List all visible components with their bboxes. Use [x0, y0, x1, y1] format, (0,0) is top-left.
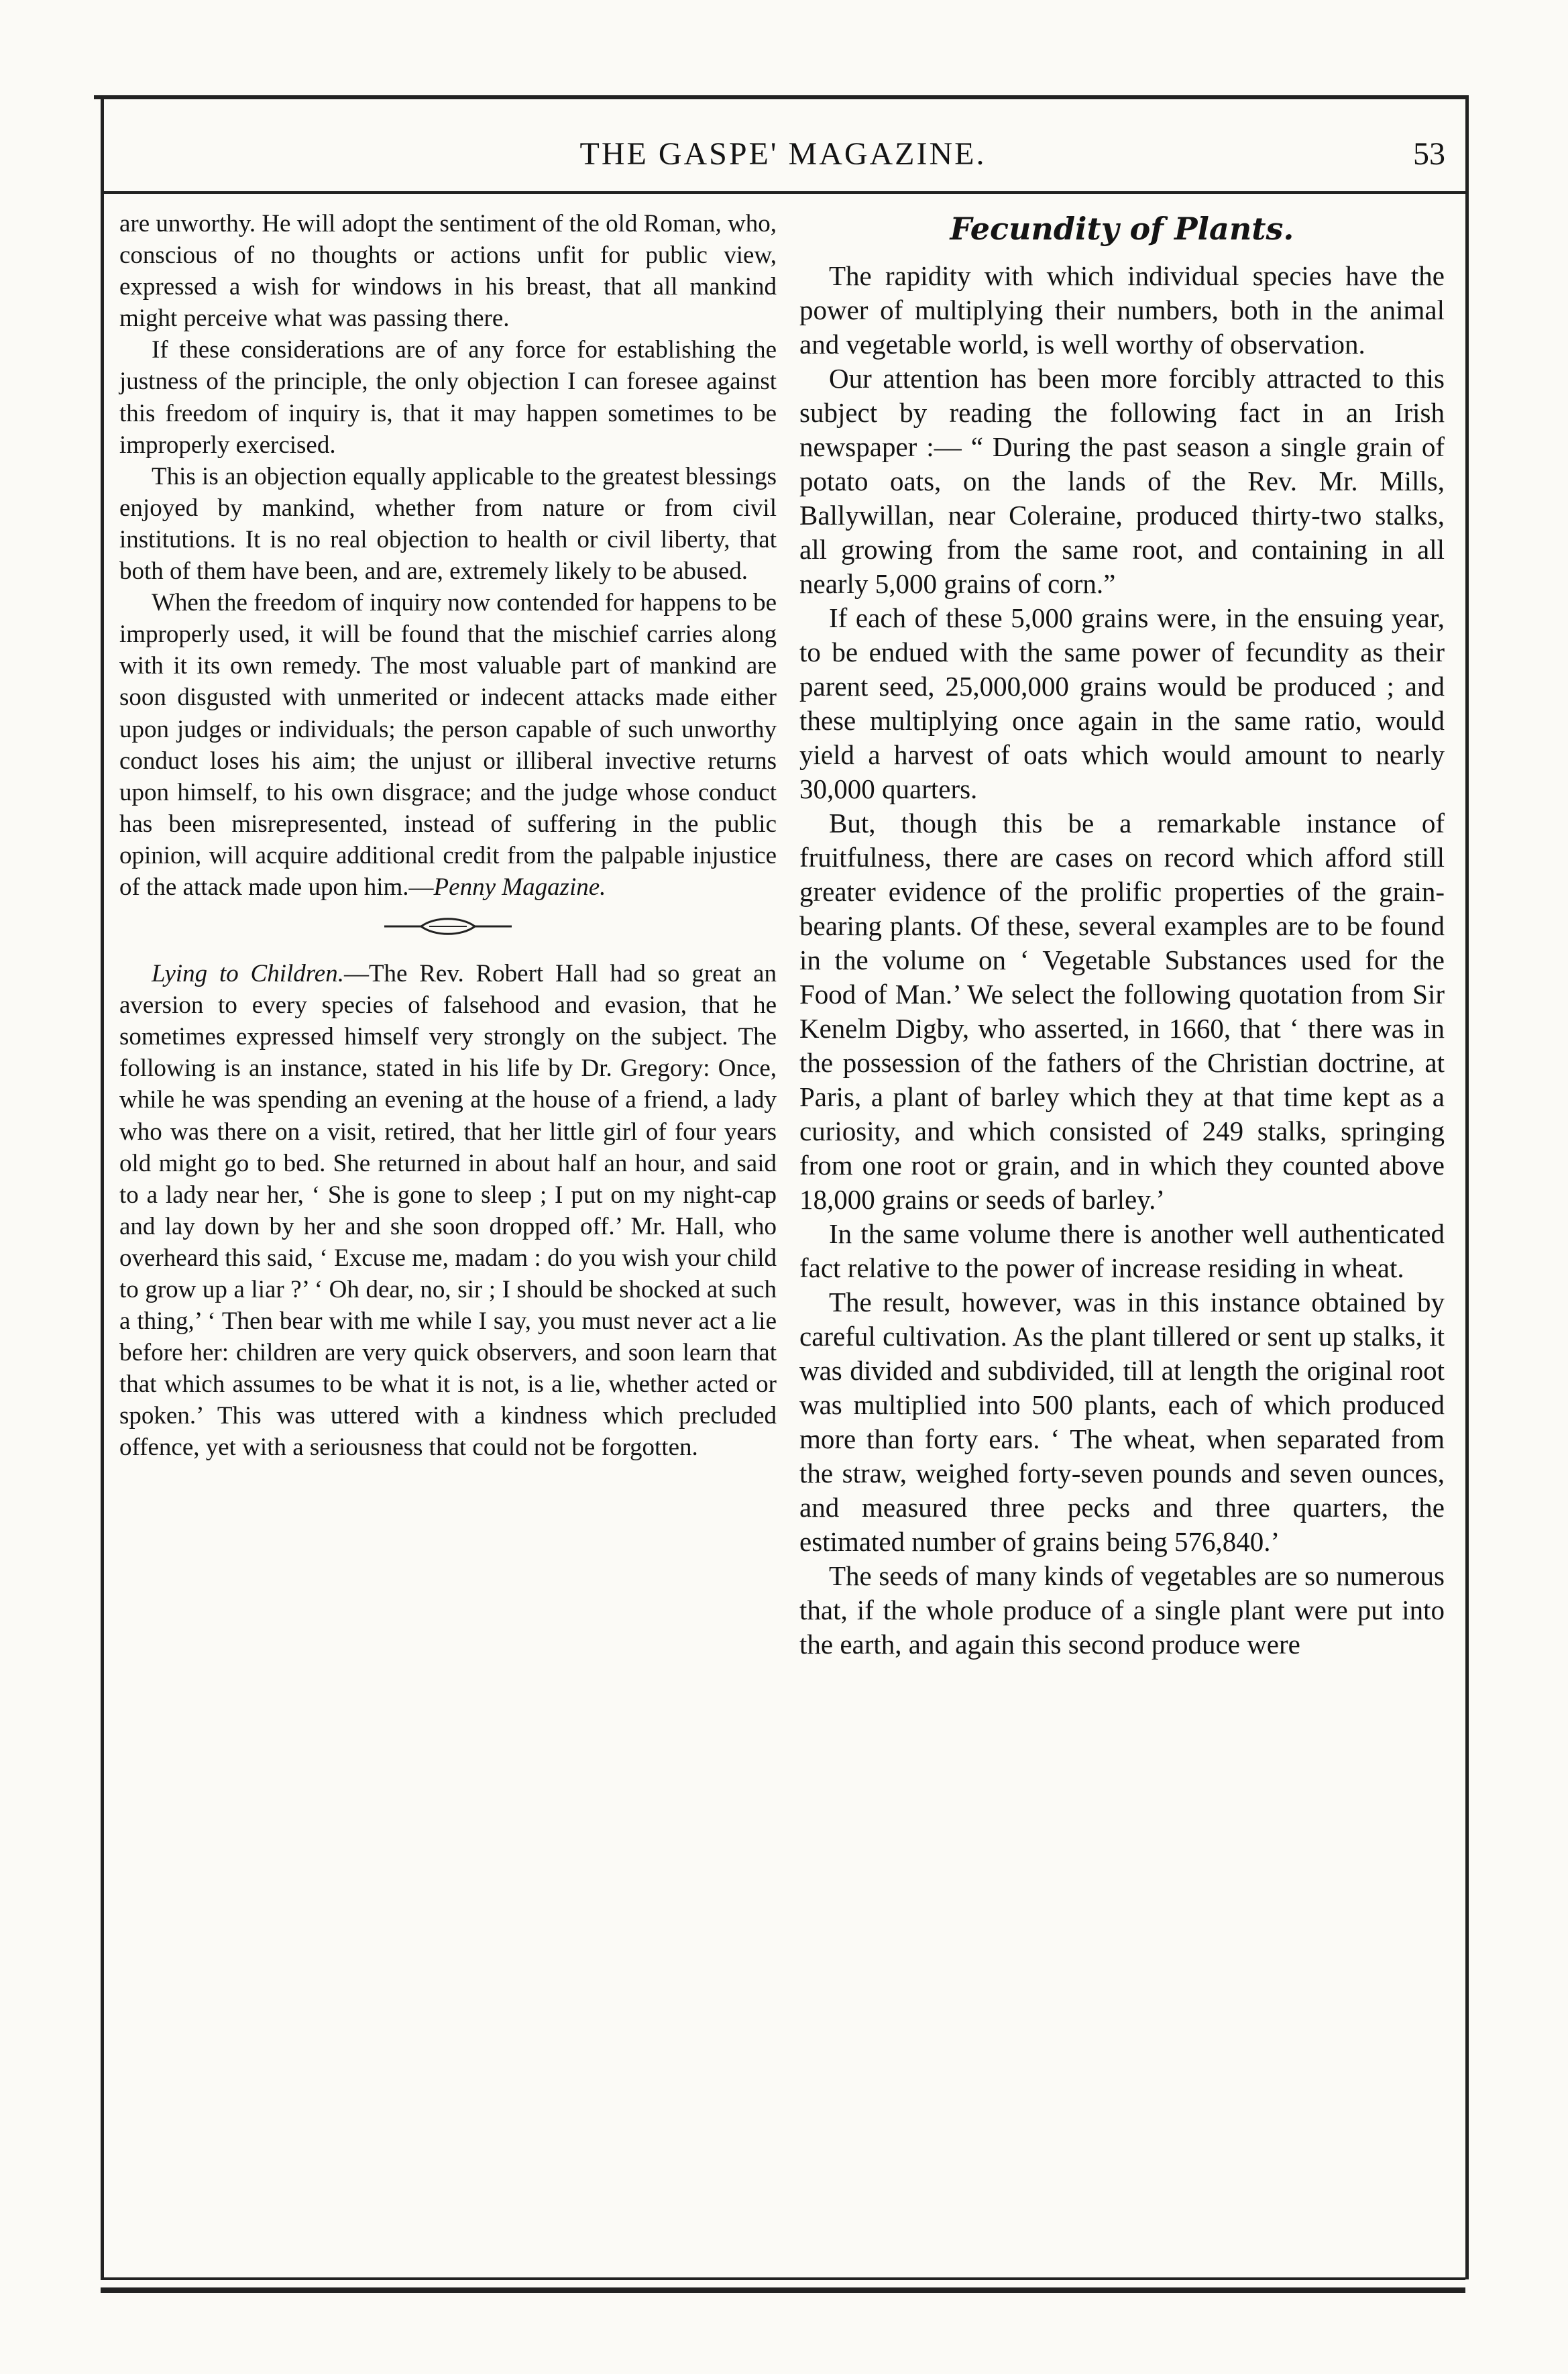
right-paragraph-4: But, though this be a remarkable instance of fruitfulness, there are cases on record which afford still greater evidence of the prolific properties of the grain-bearing plants. Of these, several examples are to be found in the volume on ‘ Vegetable Substances used for the Food of Man.’ We select the following quotation from Sir Kenelm Digby, who asserted, in 1660, that ‘ there was in the possession of the fathers of the Christian doctrine, at Paris, a plant of barley which they at that time kept as a curiosity, and which consisted of 249 stalks, springing from one root or grain, and in which they counted above 18,000 grains or seeds of barley.’: [799, 808, 1445, 1215]
left-paragraph-2: If these considerations are of any force for establishing the justness of the principle, the only objection I can foresee against this freedom of inquiry is, that it may happen sometimes to be improperly exercised.: [119, 336, 777, 459]
left-paragraph-4-text: When the freedom of inquiry now contended for happens to be improperly used, it will be found that the mischief carries along with it its own remedy. The most valuable part of mankind are soon disgusted with unmerited or indecent attacks made either upon judges or individuals; the person capable of such unworthy conduct loses his aim; the unjust or illiberal invective returns upon himself, to his own disgrace; and the judge whose conduct has been misrepresented, instead of suffering in the public opinion, will acquire additional credit from the palpable injustice of the attack made upon him.—: [119, 589, 777, 901]
left-column: [119, 208, 777, 1464]
right-paragraph-2: Our attention has been more forcibly attracted to this subject by reading the following fact in an Irish newspaper :— “ During the past season a single grain of potato oats, on the lands of the Rev. Mr. Mills, Ballywillan, near Coleraine, produced thirty-two stalks, all growing from the same root, and containing in all nearly 5,000 grains of corn.”: [799, 363, 1445, 599]
left-paragraph-1: are unworthy. He will adopt the sentiment of the old Roman, who, conscious of no thoughts or actions unfit for public view, expressed a wish for windows in his breast, that all mankind might perceive what was passing there.: [119, 210, 777, 333]
source-credit: Penny Magazine.: [433, 873, 606, 901]
section-title-fecundity: Fecundity of Plants.: [950, 211, 1294, 247]
page-number: 53: [1413, 136, 1445, 172]
running-head: [101, 129, 1465, 182]
bottom-rule: [101, 2277, 1465, 2280]
right-paragraph-3: If each of these 5,000 grains were, in the ensuing year, to be endued with the same power of fecundity as their parent seed, 25,000,000 grains would be produced ; and these multiplying once again in the same ratio, would yield a harvest of oats which would amount to nearly 30,000 quarters.: [799, 602, 1445, 804]
lying-to-children-text: —The Rev. Robert Hall had so great an aversion to every species of falsehood and evasion, that he sometimes expressed himself very strongly on the subject. The following is an instance, stated in his life by Dr. Gregory: Once, while he was spending an evening at the house of a friend, a lady who was there on a visit, retired, that her little girl of four years old might go to bed. She returned in about half an hour, and said to a lady near her, ‘ She is gone to sleep ; I put on my night-cap and lay down by her and she soon dropped off.’ Mr. Hall, who overheard this said, ‘ Excuse me, madam : do you wish your child to grow up a liar ?’ ‘ Oh dear, no, sir ; I should be shocked at such a thing,’ ‘ Then bear with me while I say, you must never act a lie before her: children are very quick observers, and soon learn that that which assumes to be what it is not, is a lie, whether acted or spoken.’ This was uttered with a kindness which precluded offence, yet with a seriousness that could not be forgotten.: [119, 960, 777, 1462]
running-title: THE GASPE' MAGAZINE.: [579, 136, 987, 172]
header-rule: [101, 191, 1465, 194]
bottom-border-rule: [101, 2287, 1465, 2293]
article-title-lying-to-children: Lying to Children.: [152, 960, 344, 988]
right-paragraph-6: The result, however, was in this instance obtained by careful cultivation. As the plant tillered or sent up stalks, it was divided and subdivided, till at length the original root was multiplied into 500 plants, each of which produced more than forty ears. ‘ The wheat, when separated from the straw, weighed forty-seven pounds and seven ounces, and measured three pecks and three quarters, the estimated number of grains being 576,840.’: [799, 1287, 1445, 1557]
section-ornament: [381, 915, 515, 938]
right-paragraph-7: The seeds of many kinds of vegetables are so numerous that, if the whole produce of a single plant were put into the earth, and again this second produce were: [799, 1560, 1445, 1660]
lying-to-children-article: [119, 958, 777, 1464]
left-paragraph-4: [119, 587, 777, 903]
right-paragraph-1: The rapidity with which individual species have the power of multiplying their numbers, both in the animal and vegetable world, is well worthy of observation.: [799, 260, 1445, 360]
right-column: [799, 208, 1445, 1662]
left-paragraph-3: This is an objection equally applicable to the greatest blessings enjoyed by mankind, whether from nature or from civil institutions. It is no real objection to health or civil liberty, that both of them have been, and are, extremely likely to be abused.: [119, 462, 777, 586]
right-paragraph-5: In the same volume there is another well authenticated fact relative to the power of increase residing in wheat.: [799, 1218, 1445, 1283]
